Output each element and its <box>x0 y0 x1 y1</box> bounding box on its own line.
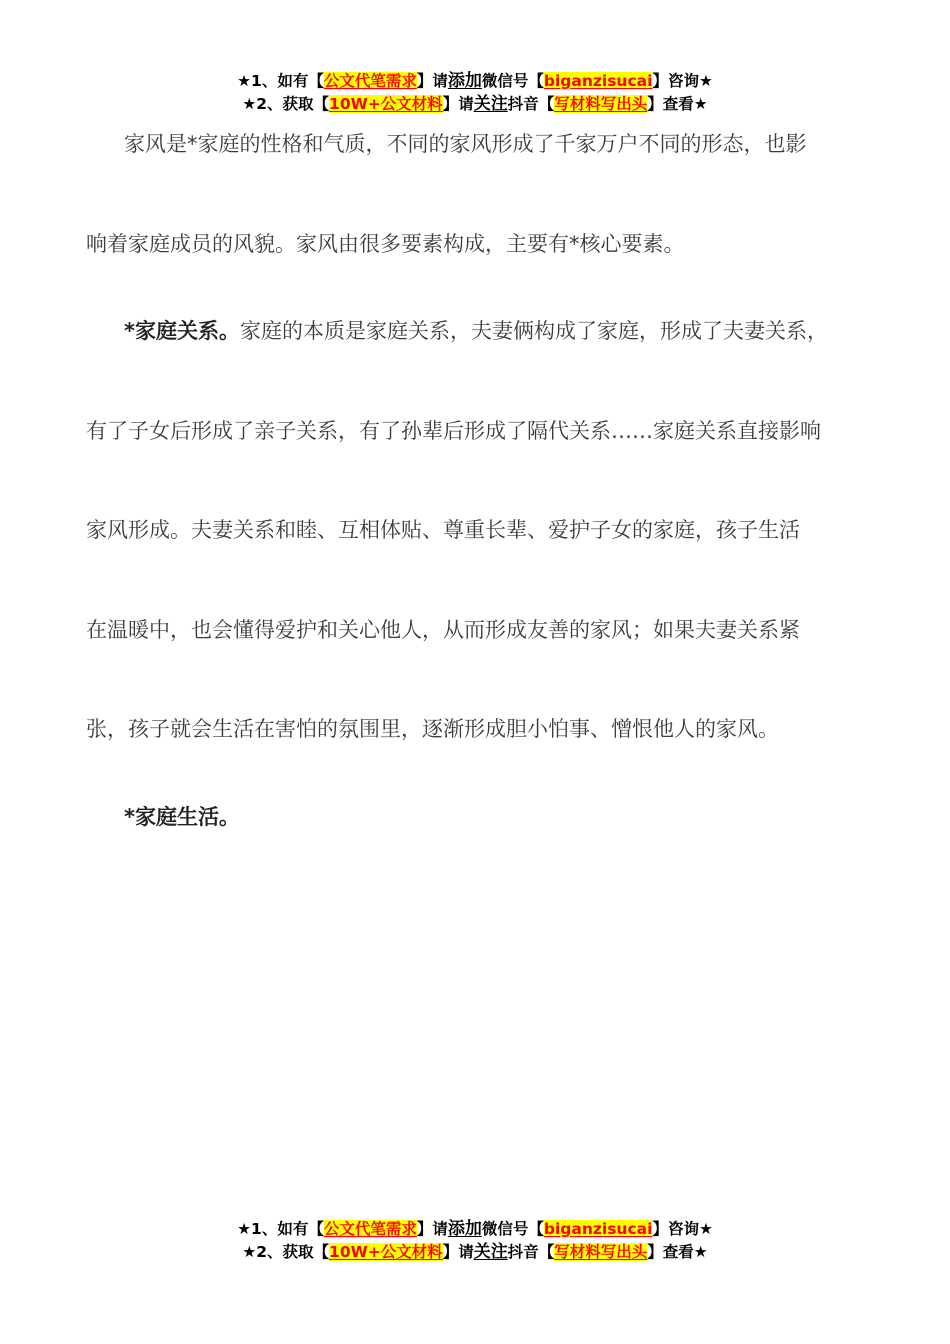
footer-banner-line-2 <box>0 1241 950 1264</box>
footer-banner <box>0 1218 950 1264</box>
banner-prefix: ★2、获取【 <box>242 95 330 113</box>
highlight-douyin-account: 写材料写出头 <box>554 95 648 113</box>
banner-text: 】请 <box>442 1243 474 1261</box>
header-banner-line-1 <box>0 70 950 93</box>
banner-suffix: 】咨询★ <box>652 1220 713 1238</box>
emphasis-add: 添加 <box>447 1219 482 1239</box>
banner-prefix: ★1、如有【 <box>237 1220 324 1238</box>
highlight-douyin-account: 写材料写出头 <box>554 1243 648 1261</box>
emphasis-follow: 关注 <box>473 1242 508 1262</box>
highlight-wechat-id: biganzisucai <box>543 72 653 90</box>
footer-banner-line-1 <box>0 1218 950 1241</box>
section-heading-family-relations: *家庭关系。 <box>124 319 240 343</box>
banner-suffix: 】查看★ <box>647 1243 708 1261</box>
para2-line-1-text: 家庭的本质是家庭关系，夫妻俩构成了家庭，形成了夫妻关系， <box>239 319 828 343</box>
banner-text: 抖音【 <box>507 95 555 113</box>
para2-line-5: 张，孩子就会生活在害怕的氛围里，逐渐形成胆小怕事、憎恨他人的家风。 <box>86 717 779 741</box>
para1-line-2: 响着家庭成员的风貌。家风由很多要素构成，主要有*核心要素。 <box>86 232 685 256</box>
banner-text: 】请 <box>416 72 448 90</box>
section-heading-family-life: *家庭生活。 <box>124 805 240 829</box>
para1-line-1: 家风是*家庭的性格和气质，不同的家风形成了千家万户不同的形态，也影 <box>124 132 807 156</box>
para2-line-2: 有了子女后形成了亲子关系，有了孙辈后形成了隔代关系……家庭关系直接影响 <box>86 419 821 443</box>
banner-prefix: ★1、如有【 <box>237 72 324 90</box>
banner-text: 抖音【 <box>507 1243 555 1261</box>
banner-suffix: 】查看★ <box>647 95 708 113</box>
banner-suffix: 】咨询★ <box>652 72 713 90</box>
highlight-materials: 10W+公文材料 <box>329 1243 443 1261</box>
para2-line-3: 家风形成。夫妻关系和睦、互相体贴、尊重长辈、爱护子女的家庭，孩子生活 <box>86 518 800 542</box>
banner-text: 微信号【 <box>481 72 544 90</box>
highlight-service: 公文代笔需求 <box>323 72 417 90</box>
banner-text: 微信号【 <box>481 1220 544 1238</box>
emphasis-follow: 关注 <box>473 94 508 114</box>
banner-text: 】请 <box>442 95 474 113</box>
header-banner-line-2 <box>0 93 950 116</box>
highlight-service: 公文代笔需求 <box>323 1220 417 1238</box>
header-banner <box>0 70 950 116</box>
para2-line-1 <box>124 317 828 345</box>
banner-prefix: ★2、获取【 <box>242 1243 330 1261</box>
highlight-materials: 10W+公文材料 <box>329 95 443 113</box>
para2-line-4: 在温暖中，也会懂得爱护和关心他人，从而形成友善的家风；如果夫妻关系紧 <box>86 618 800 642</box>
banner-text: 】请 <box>416 1220 448 1238</box>
emphasis-add: 添加 <box>447 71 482 91</box>
highlight-wechat-id: biganzisucai <box>543 1220 653 1238</box>
